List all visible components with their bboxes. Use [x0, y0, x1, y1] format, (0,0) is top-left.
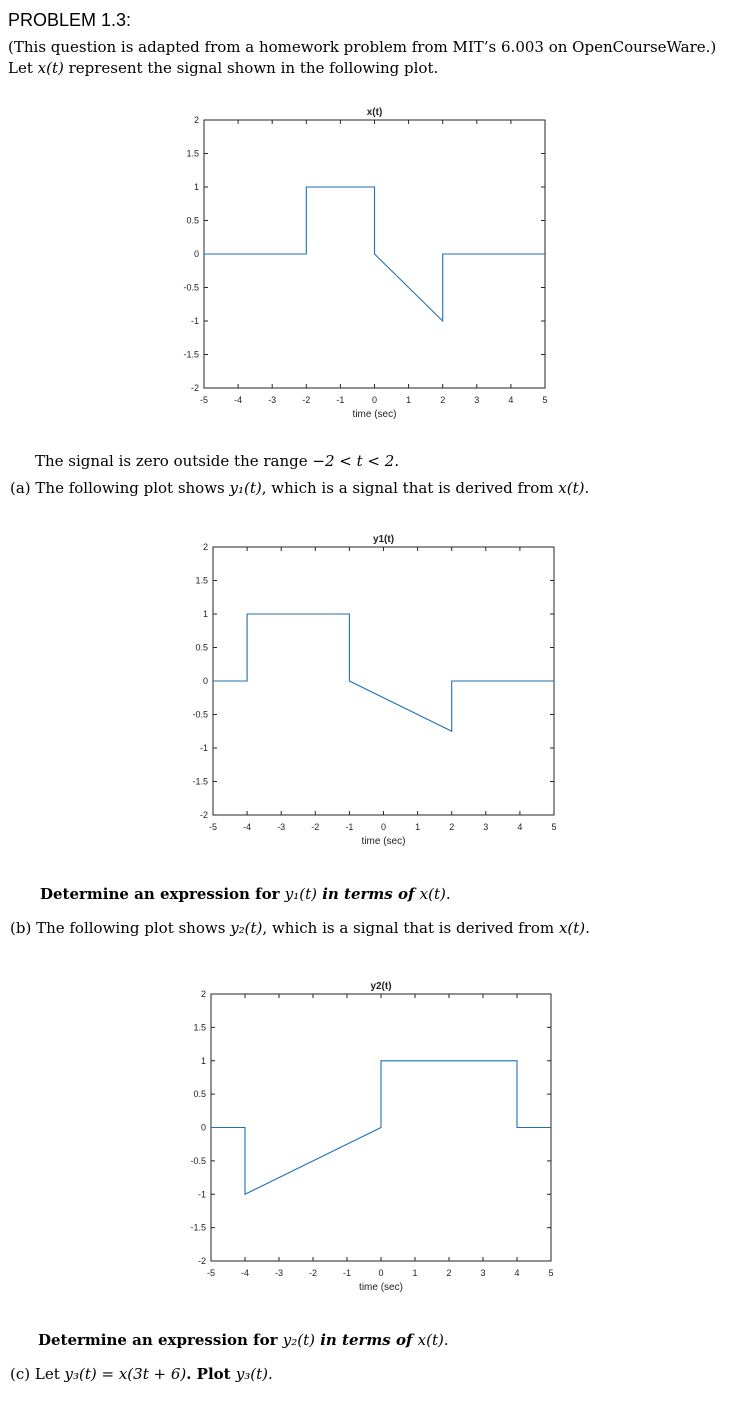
- chart-2-xlabel: time (sec): [359, 1282, 403, 1293]
- plot-x-of-t: [0, 100, 742, 430]
- chart-0-xtick-label: 5: [542, 395, 548, 405]
- chart-0-xlabel: time (sec): [352, 409, 397, 420]
- chart-0-xtick-label: -1: [336, 395, 345, 405]
- plot-y1-of-t: [0, 528, 742, 858]
- part-a-question-lead: Determine an expression for: [40, 885, 285, 903]
- intro-signal-var: x(t): [37, 59, 64, 77]
- part-b-var: y₂(t): [230, 919, 263, 937]
- chart-0-xtick-label: 3: [474, 395, 480, 405]
- part-c-statement: [10, 1364, 273, 1384]
- chart-1-ytick-label: -0.5: [192, 709, 208, 720]
- range-note-prefix: The signal is zero outside the range: [35, 452, 313, 470]
- part-b-question-mid: in terms of: [314, 1331, 418, 1349]
- chart-2-xtick-label: 4: [514, 1268, 520, 1278]
- chart-1-ytick-label: 1: [202, 609, 208, 619]
- part-a-mid: , which is a signal that is derived from: [261, 479, 559, 497]
- chart-2-ytick-label: 1.5: [193, 1022, 206, 1033]
- range-note: [35, 451, 399, 471]
- part-a-var: y₁(t): [229, 479, 262, 497]
- chart-0-title: x(t): [366, 107, 383, 118]
- part-a-src: x(t): [558, 479, 585, 497]
- chart-0-ytick-label: -2: [190, 383, 199, 393]
- part-a-question-var: y₁(t): [284, 885, 317, 903]
- chart-1-ytick-label: 0.5: [195, 642, 208, 653]
- chart-0-xtick-label: 2: [440, 395, 446, 405]
- chart-2-ytick-label: -1.5: [190, 1222, 206, 1233]
- chart-1-xlabel: time (sec): [361, 836, 406, 847]
- plot-y2-of-t: [0, 975, 742, 1305]
- chart-0-xtick-label: -5: [199, 395, 209, 405]
- part-b-mid: , which is a signal that is derived from: [262, 919, 559, 937]
- chart-1-ytick-label: -1: [199, 743, 208, 753]
- chart-2-xtick-label: 1: [412, 1268, 418, 1278]
- part-a-question-mid: in terms of: [316, 885, 420, 903]
- chart-0-ytick-label: 0.5: [186, 215, 199, 226]
- chart-1-xtick-label: 2: [449, 822, 455, 832]
- chart-2-xtick-label: 3: [480, 1268, 486, 1278]
- part-a-statement: [10, 478, 589, 498]
- chart-1-xtick-label: -3: [277, 822, 286, 832]
- part-b-label: (b) The following plot shows: [10, 919, 231, 937]
- chart-0-xtick-label: -2: [302, 395, 311, 405]
- chart-0-ytick-label: -1.5: [183, 349, 199, 360]
- part-c-plot-instruction: . Plot: [186, 1365, 236, 1383]
- range-note-range: −2 < t < 2: [312, 452, 395, 470]
- chart-1-xtick-label: 4: [517, 822, 523, 832]
- problem-title: PROBLEM 1.3:: [8, 10, 132, 30]
- chart-0-xtick-label: 1: [406, 395, 412, 405]
- chart-2-xtick-label: 2: [446, 1268, 452, 1278]
- chart-2-xtick-label: -1: [342, 1268, 352, 1278]
- chart-2-xtick-label: 0: [378, 1268, 384, 1278]
- chart-1-xtick-label: -5: [208, 822, 218, 832]
- part-b-end: .: [585, 919, 590, 937]
- part-c-label: (c) Let: [10, 1365, 65, 1383]
- chart-1-ytick-label: 0: [202, 676, 208, 686]
- part-b-statement: [10, 918, 590, 938]
- part-a-end: .: [584, 479, 590, 497]
- chart-2-ytick-label: 2: [200, 989, 206, 999]
- chart-1-xtick-label: 1: [415, 822, 421, 832]
- chart-2-xtick-label: -5: [206, 1268, 216, 1278]
- chart-2-ytick-label: -0.5: [190, 1155, 206, 1166]
- chart-1-ytick-label: 2: [202, 542, 208, 552]
- intro-prefix: (This question is adapted from a homework problem from MIT’s 6.003 on OpenCourseWare.) Let: [8, 38, 717, 77]
- chart-2-ytick-label: 1: [200, 1055, 206, 1066]
- part-c-var: y₃(t): [235, 1365, 269, 1383]
- chart-1-xtick-label: 3: [483, 822, 489, 832]
- chart-1-xtick-label: -4: [243, 822, 252, 832]
- part-a-label: (a) The following plot shows: [10, 479, 230, 497]
- part-b-src: x(t): [558, 919, 586, 937]
- part-c-equation: y₃(t) = x(3t + 6): [64, 1365, 187, 1383]
- chart-2-ytick-label: 0.5: [193, 1089, 206, 1100]
- chart-0-ytick-label: -1: [190, 316, 199, 326]
- part-a-question: [40, 884, 451, 904]
- part-b-question-lead: Determine an expression for: [38, 1331, 283, 1349]
- part-a-question-end: .: [445, 885, 451, 903]
- part-b-question-var: y₂(t): [282, 1331, 315, 1349]
- part-b-question: [38, 1330, 449, 1350]
- chart-2-ytick-label: -2: [197, 1256, 206, 1266]
- chart-0-xtick-label: -3: [268, 395, 277, 405]
- chart-1-xtick-label: 0: [380, 822, 387, 832]
- chart-1-xtick-label: -1: [345, 822, 354, 832]
- part-c-end: .: [268, 1365, 273, 1383]
- chart-1-ytick-label: -1.5: [192, 776, 208, 787]
- chart-0-xtick-label: 0: [371, 395, 378, 405]
- chart-1-xtick-label: 5: [551, 822, 557, 832]
- range-note-suffix: .: [394, 452, 400, 470]
- chart-1-title: y1(t): [372, 534, 395, 545]
- chart-1-ytick-label: 1.5: [195, 575, 208, 586]
- chart-2-ytick-label: -1: [197, 1189, 206, 1200]
- chart-2-xtick-label: -4: [240, 1268, 250, 1278]
- chart-0-ytick-label: 2: [193, 115, 199, 125]
- part-a-question-src: x(t): [419, 885, 446, 903]
- part-b-question-src: x(t): [417, 1331, 444, 1349]
- chart-1-xtick-label: -2: [311, 822, 320, 832]
- chart-2-title: y2(t): [370, 981, 392, 992]
- chart-0-ytick-label: 0: [193, 249, 199, 259]
- part-b-question-end: .: [443, 1331, 449, 1349]
- chart-2-ytick-label: 0: [200, 1122, 206, 1133]
- chart-0-xtick-label: -4: [234, 395, 243, 405]
- chart-2-xtick-label: -2: [308, 1268, 318, 1278]
- problem-intro: [8, 37, 730, 79]
- chart-0-xtick-label: 4: [508, 395, 514, 405]
- chart-1-ytick-label: -2: [199, 810, 208, 820]
- chart-2-xtick-label: 5: [548, 1268, 554, 1278]
- intro-suffix: represent the signal shown in the following plot.: [63, 59, 439, 77]
- chart-2-xtick-label: -3: [274, 1268, 284, 1278]
- chart-0-ytick-label: 1.5: [186, 148, 199, 159]
- chart-0-ytick-label: 1: [193, 182, 199, 192]
- chart-0-ytick-label: -0.5: [183, 282, 199, 293]
